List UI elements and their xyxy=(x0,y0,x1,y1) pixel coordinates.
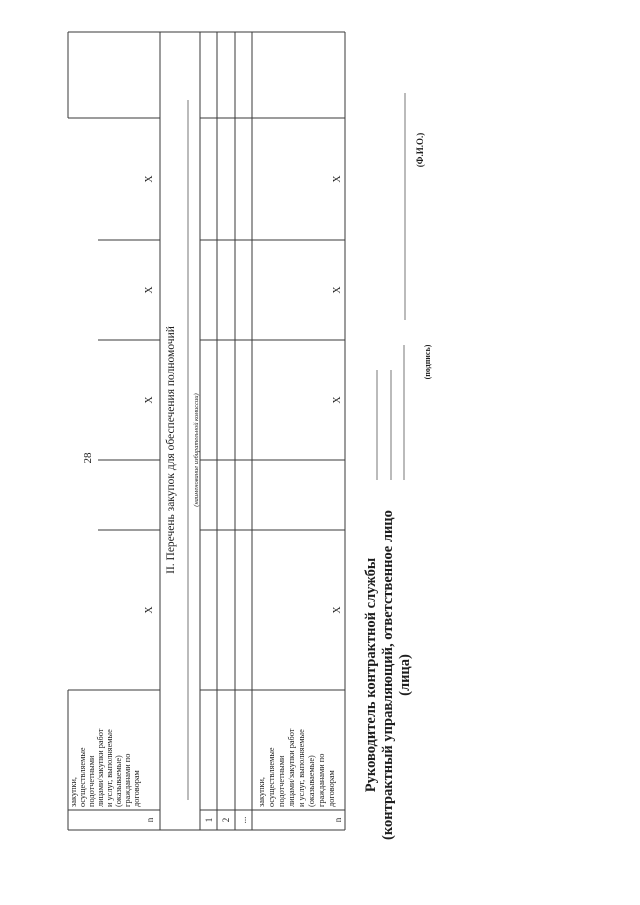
cell-text-line: гражданами по xyxy=(317,753,326,807)
cell-text-line: осуществляемые xyxy=(267,747,276,807)
row-number: n xyxy=(333,817,343,823)
signatory-label-line: (контрактный управляющий, ответственное лицо xyxy=(380,510,396,840)
cell-text-line: гражданами по xyxy=(123,753,132,807)
cross-mark: X xyxy=(332,286,343,294)
cross-mark: X xyxy=(144,175,155,183)
cross-mark: X xyxy=(332,175,343,183)
cross-mark: X xyxy=(332,606,343,614)
cell-text-line: подотчетными xyxy=(87,755,96,807)
row-number: 1 xyxy=(204,817,214,823)
signatory-label-line: (лица) xyxy=(397,654,413,696)
cell-text-line: (оказываемые) xyxy=(307,755,316,807)
full-name-caption: (Ф.И.О.) xyxy=(415,132,425,168)
page-number: 28 xyxy=(82,452,94,464)
row-name-cell xyxy=(257,729,337,807)
cross-mark: X xyxy=(144,606,155,614)
cell-text-line: договорам xyxy=(132,770,141,807)
cell-text-line: (оказываемые) xyxy=(114,755,123,807)
signature-caption: (подпись) xyxy=(423,344,432,380)
row-number: 2 xyxy=(221,817,231,823)
cross-mark: X xyxy=(332,396,343,404)
cell-text-line: осуществляемые xyxy=(78,747,87,807)
section-title: II. Перечень закупок для обеспечения полномочий xyxy=(165,326,177,574)
row-name-cell xyxy=(69,729,141,807)
row-number: n xyxy=(145,817,155,823)
commission-name-caption: (наименование избирательной комиссии) xyxy=(193,393,200,507)
cell-text-line: и услуг, выполняемые xyxy=(297,729,306,807)
cell-text-line: подотчетными xyxy=(277,755,286,807)
signatory-label-line: Руководитель контрактной службы xyxy=(363,557,379,793)
cell-text-line: лицами/закупки работ xyxy=(96,728,105,807)
cell-text-line: и услуг, выполняемые xyxy=(105,729,114,807)
cross-mark: X xyxy=(144,286,155,294)
cell-text-line: лицами/закупки работ xyxy=(287,728,296,807)
signatory-label xyxy=(363,485,414,865)
cross-mark: X xyxy=(144,396,155,404)
row-number: ... xyxy=(238,816,248,824)
cell-text-line: закупки, xyxy=(257,776,266,807)
cell-text-line: закупки, xyxy=(69,776,78,807)
cell-text-line: договорам xyxy=(327,770,336,807)
